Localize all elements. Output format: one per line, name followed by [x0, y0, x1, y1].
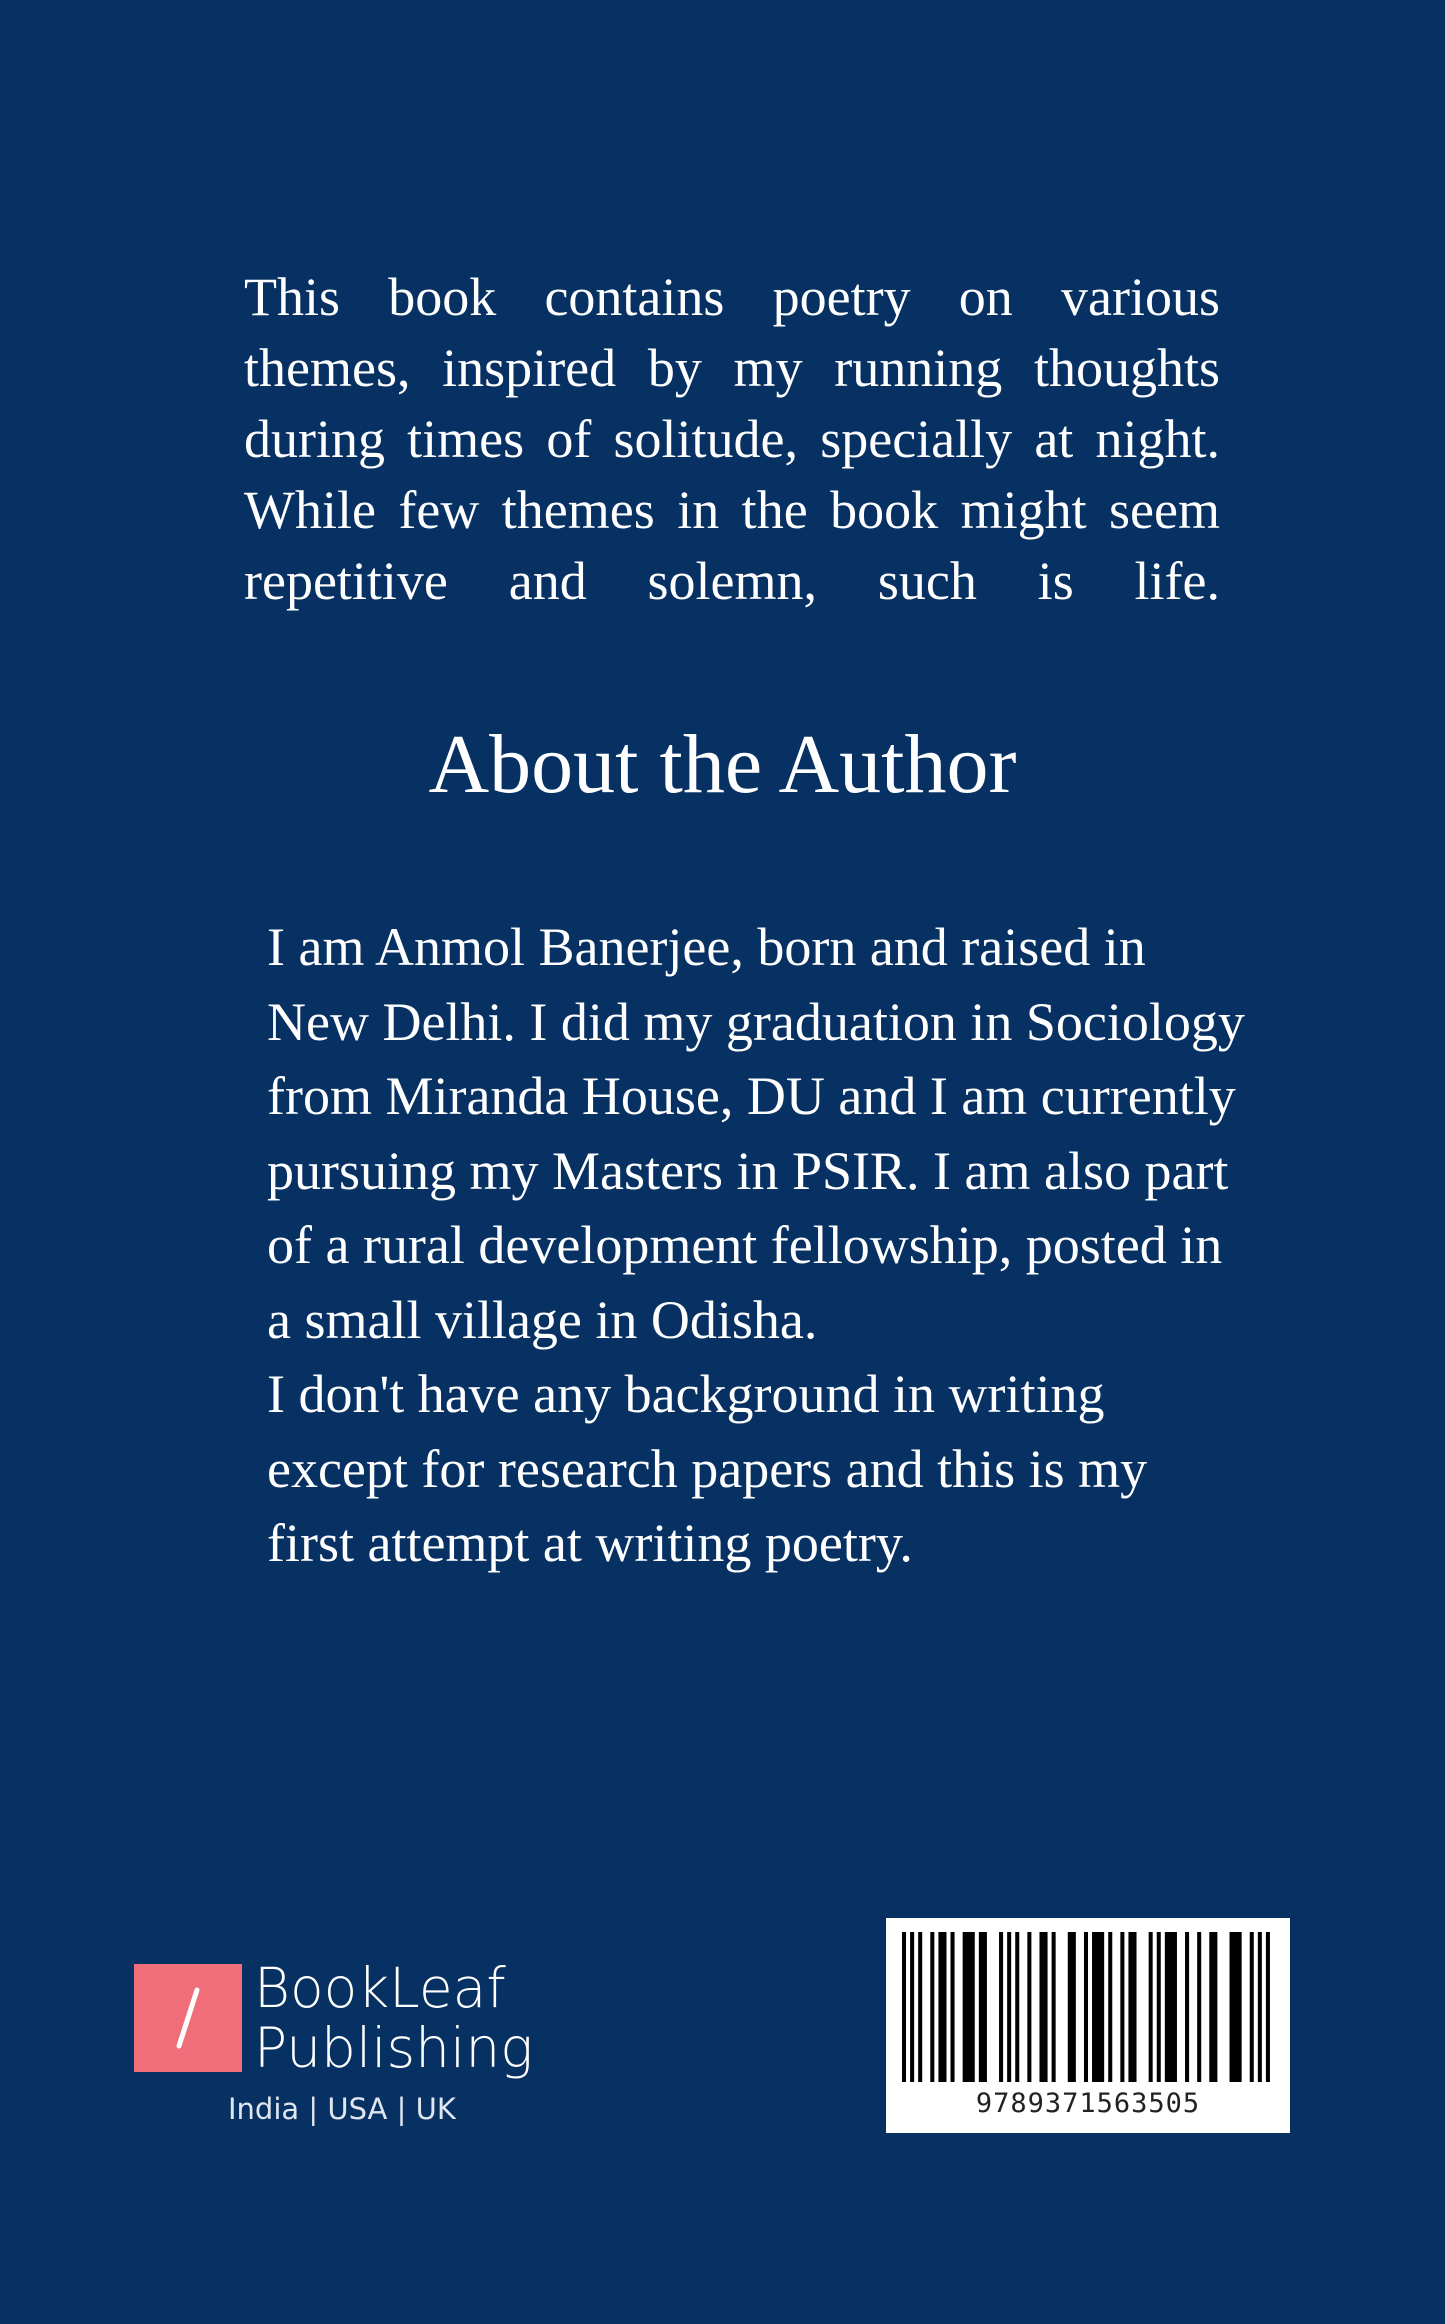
barcode-bar: [918, 1932, 922, 2082]
slash-icon: [134, 1964, 242, 2072]
barcode-bar: [930, 1932, 934, 2082]
barcode-bar: [951, 1932, 955, 2082]
barcode-bar: [1185, 1932, 1189, 2082]
barcode-bar: [979, 1932, 987, 2082]
barcode-bar: [1197, 1932, 1201, 2082]
barcode-bar: [1068, 1932, 1076, 2082]
barcode-bar: [1120, 1932, 1124, 2082]
author-bio-paragraph: I am Anmol Banerjee, born and raised in New Delhi. I did my graduation in Sociology from Miranda House, DU and I am currently pursuing my Masters in PSIR. I am also part of a rural development fellowship, posted in a small village in Odisha.: [267, 917, 1245, 1350]
barcode-bar: [1149, 1932, 1153, 2082]
barcode-bar: [1052, 1932, 1056, 2082]
barcode-bar: [1258, 1932, 1262, 2082]
isbn-barcode: [886, 1918, 1290, 2133]
barcode-bar: [902, 1932, 906, 2082]
barcode-bar: [963, 1932, 975, 2082]
barcode-bar: [1230, 1932, 1242, 2082]
barcode-bar: [938, 1932, 946, 2082]
back-cover-blurb: This book contains poetry on various themes, inspired by my running thoughts during times of solitude, specially at night. While few themes in the book might seem repetitive and solemn, such is life.: [244, 267, 1220, 611]
publisher-regions: India | USA | UK: [228, 2092, 456, 2126]
author-bio-paragraph: I don't have any background in writing except for research papers and this is my first attempt at writing poetry.: [267, 1364, 1148, 1573]
barcode-bar: [1209, 1932, 1217, 2082]
author-bio: [267, 910, 1247, 1581]
barcode-bar: [1039, 1932, 1047, 2082]
barcode-bar: [1108, 1932, 1112, 2082]
barcode-bar: [1157, 1932, 1161, 2082]
publisher-name-line: Publishing: [254, 2016, 534, 2080]
barcode-bars: [902, 1932, 1274, 2082]
barcode-bar: [1266, 1932, 1270, 2082]
barcode-bar: [999, 1932, 1003, 2082]
publisher-name: [254, 1958, 533, 2078]
isbn-number: 9789371563505: [975, 2088, 1201, 2119]
about-author-heading: About the Author: [428, 718, 1017, 811]
publisher-logo: [134, 1956, 534, 2134]
barcode-bar: [1015, 1932, 1019, 2082]
barcode-bar: [1165, 1932, 1177, 2082]
barcode-bar: [1007, 1932, 1011, 2082]
barcode-bar: [1092, 1932, 1104, 2082]
barcode-bar: [910, 1932, 914, 2082]
barcode-bar: [1128, 1932, 1136, 2082]
barcode-bar: [1027, 1932, 1031, 2082]
barcode-bar: [1084, 1932, 1088, 2082]
publisher-name-line: BookLeaf: [254, 1956, 506, 2020]
barcode-bar: [1250, 1932, 1254, 2082]
